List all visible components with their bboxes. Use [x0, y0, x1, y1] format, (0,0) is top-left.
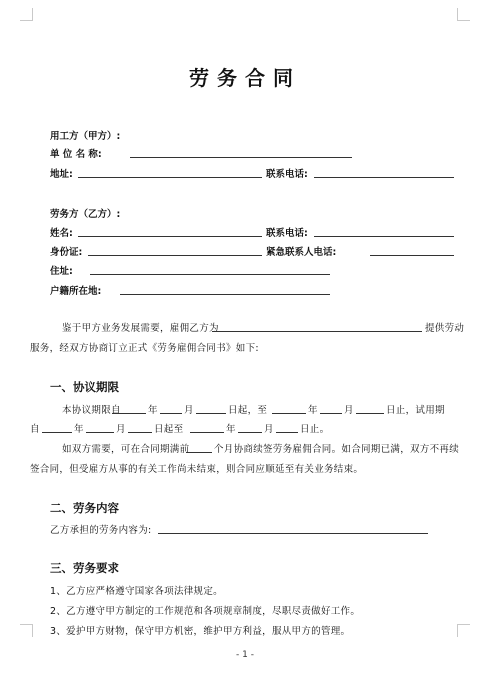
party-a-phone-label: 联系电话: — [266, 169, 308, 180]
renewal-text-2: 个月协商续签劳务雇佣合同。如合同期已满，双方不再续 — [214, 444, 460, 455]
page-corner-mark — [20, 624, 33, 637]
end-year-field[interactable] — [272, 413, 306, 414]
month-label: 月 — [184, 405, 194, 416]
term-line-1-start: 本协议期限自 — [62, 405, 121, 416]
end-month-field[interactable] — [320, 413, 342, 414]
probation-start-day-field[interactable] — [128, 432, 152, 433]
year-label: 年 — [74, 424, 84, 435]
party-a-heading: 用工方（甲方）: — [50, 131, 121, 142]
party-b-residence-label: 住址: — [50, 266, 73, 277]
service-content-field[interactable] — [158, 533, 428, 534]
document-title: 劳务合同 — [189, 66, 301, 90]
page-corner-mark — [457, 8, 470, 21]
renewal-months-field[interactable] — [186, 452, 212, 453]
party-b-id-label: 身份证: — [50, 247, 83, 258]
intro-text-2: 提供劳动 — [425, 323, 465, 334]
probation-end-day-field[interactable] — [276, 432, 298, 433]
page-number: - 1 - — [236, 650, 254, 660]
probation-start-year-field[interactable] — [42, 432, 72, 433]
start-day-field[interactable] — [196, 413, 226, 414]
page-corner-mark — [20, 8, 33, 21]
start-month-field[interactable] — [160, 413, 182, 414]
service-content-label: 乙方承担的劳务内容为: — [50, 525, 152, 536]
probation-end-month-field[interactable] — [238, 432, 262, 433]
unit-name-field[interactable] — [130, 157, 352, 158]
emergency-contact-field[interactable] — [370, 255, 454, 256]
renewal-text-1: 如双方需要，可在合同期满前 — [62, 444, 190, 455]
section-1-heading: 一、协议期限 — [50, 380, 119, 394]
renewal-text-3: 签合同，但受雇方从事的有关工作尚未结束，则合同应顺延至有关业务结束。 — [30, 464, 364, 475]
household-label: 户籍所在地: — [50, 286, 102, 297]
party-a-address-label: 地址: — [50, 169, 73, 180]
end-day-field[interactable] — [356, 413, 384, 414]
party-b-heading: 劳务方（乙方）: — [50, 209, 121, 220]
probation-start-month-field[interactable] — [86, 432, 114, 433]
day-from-short-label: 日起至 — [154, 424, 184, 435]
requirement-item: 1、乙方应严格遵守国家各项法律规定。 — [50, 586, 223, 597]
party-a-phone-field[interactable] — [314, 177, 454, 178]
month-label: 月 — [344, 405, 354, 416]
section-2-heading: 二、劳务内容 — [50, 501, 119, 515]
requirement-item: 2、乙方遵守甲方制定的工作规范和各项规章制度，尽职尽责做好工作。 — [50, 606, 361, 617]
requirement-item: 3、爱护甲方财物，保守甲方机密，维护甲方利益，服从甲方的管理。 — [50, 626, 351, 637]
party-b-id-field[interactable] — [88, 255, 262, 256]
day-end-label: 日止，试用期 — [386, 405, 445, 416]
intro-text-3: 服务，经双方协商订立正式《劳务雇佣合同书》如下: — [30, 343, 259, 354]
year-label: 年 — [226, 424, 236, 435]
party-b-phone-label: 联系电话: — [266, 228, 308, 239]
emergency-contact-label: 紧急联系人电话: — [266, 247, 337, 258]
party-b-name-field[interactable] — [78, 236, 262, 237]
section-3-heading: 三、劳务要求 — [50, 561, 119, 575]
month-label: 月 — [116, 424, 126, 435]
intro-blank-field[interactable] — [212, 331, 422, 332]
day-from-label: 日起，至 — [228, 405, 268, 416]
party-b-name-label: 姓名: — [50, 228, 73, 239]
intro-text-1: 鉴于甲方业务发展需要，雇佣乙方为 — [62, 323, 219, 334]
party-b-residence-field[interactable] — [90, 274, 330, 275]
month-label: 月 — [264, 424, 274, 435]
party-b-phone-field[interactable] — [314, 236, 454, 237]
unit-name-label: 单 位 名 称: — [50, 149, 102, 160]
start-year-field[interactable] — [112, 413, 146, 414]
household-field[interactable] — [120, 294, 330, 295]
term-line-2-start: 自 — [30, 424, 40, 435]
party-a-address-field[interactable] — [78, 177, 262, 178]
year-label: 年 — [148, 405, 158, 416]
page-corner-mark — [457, 624, 470, 637]
probation-end-year-field[interactable] — [190, 432, 224, 433]
year-label: 年 — [308, 405, 318, 416]
day-end-short-label: 日止。 — [300, 424, 330, 435]
